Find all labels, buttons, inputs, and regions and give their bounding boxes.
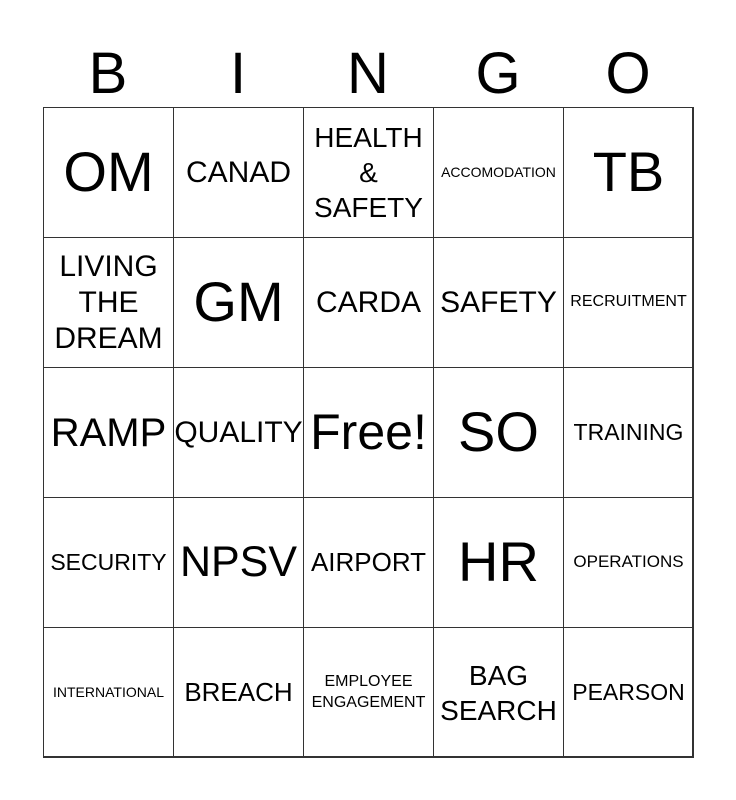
bingo-cell[interactable]	[433, 497, 564, 628]
cell-label: BREACH	[184, 676, 293, 707]
cell-label: RECRUITMENT	[570, 293, 687, 311]
header-letter-g: G	[475, 41, 521, 106]
bingo-cell[interactable]	[563, 367, 694, 498]
bingo-cell[interactable]	[43, 107, 174, 238]
cell-label: GM	[193, 270, 284, 334]
cell-label: LIVING THE DREAM	[54, 249, 163, 355]
bingo-cell[interactable]	[303, 627, 434, 758]
bingo-cell[interactable]	[303, 367, 434, 498]
cell-label: PEARSON	[572, 678, 685, 705]
header-letter-b: B	[88, 41, 128, 106]
bingo-cell[interactable]	[563, 497, 694, 628]
cell-label: SAFETY	[440, 285, 557, 319]
cell-label: SECURITY	[50, 548, 167, 575]
bingo-cell[interactable]	[303, 237, 434, 368]
bingo-cell[interactable]	[563, 237, 694, 368]
cell-label: QUALITY	[174, 415, 303, 449]
cell-label: TB	[592, 140, 665, 204]
cell-label: OPERATIONS	[573, 552, 684, 572]
bingo-cell[interactable]	[173, 107, 304, 238]
cell-label: CARDA	[315, 285, 421, 319]
cell-label: TRAINING	[573, 418, 684, 445]
cell-label: AIRPORT	[310, 546, 427, 577]
bingo-cell[interactable]	[303, 497, 434, 628]
bingo-cell[interactable]	[43, 237, 174, 368]
cell-label: Free!	[310, 404, 427, 461]
bingo-board	[43, 107, 693, 757]
cell-label: ACCOMODATION	[441, 164, 556, 181]
cell-label: EMPLOYEE ENGAGEMENT	[311, 672, 426, 711]
bingo-cell[interactable]	[43, 627, 174, 758]
bingo-cell[interactable]	[173, 627, 304, 758]
cell-label: RAMP	[50, 410, 167, 455]
bingo-cell[interactable]	[43, 497, 174, 628]
header-letter-i: I	[229, 41, 247, 106]
header-letter-n: N	[347, 41, 389, 106]
cell-label: INTERNATIONAL	[53, 684, 164, 701]
bingo-header	[43, 40, 693, 108]
bingo-cell[interactable]	[173, 237, 304, 368]
bingo-cell[interactable]	[433, 627, 564, 758]
bingo-cell[interactable]	[43, 367, 174, 498]
bingo-cell[interactable]	[303, 107, 434, 238]
bingo-cell[interactable]	[173, 367, 304, 498]
bingo-cell[interactable]	[173, 497, 304, 628]
cell-label: HR	[458, 530, 539, 594]
bingo-cell[interactable]	[433, 367, 564, 498]
bingo-cell[interactable]	[563, 107, 694, 238]
bingo-cell[interactable]	[433, 107, 564, 238]
cell-label: BAG SEARCH	[440, 659, 557, 726]
cell-label: SO	[458, 400, 539, 464]
cell-label: HEALTH & SAFETY	[314, 122, 423, 223]
bingo-cell[interactable]	[563, 627, 694, 758]
cell-label: OM	[63, 140, 154, 204]
cell-label: NPSV	[179, 537, 298, 586]
bingo-cell[interactable]	[433, 237, 564, 368]
cell-label: CANAD	[185, 155, 291, 189]
header-letter-o: O	[605, 41, 651, 106]
